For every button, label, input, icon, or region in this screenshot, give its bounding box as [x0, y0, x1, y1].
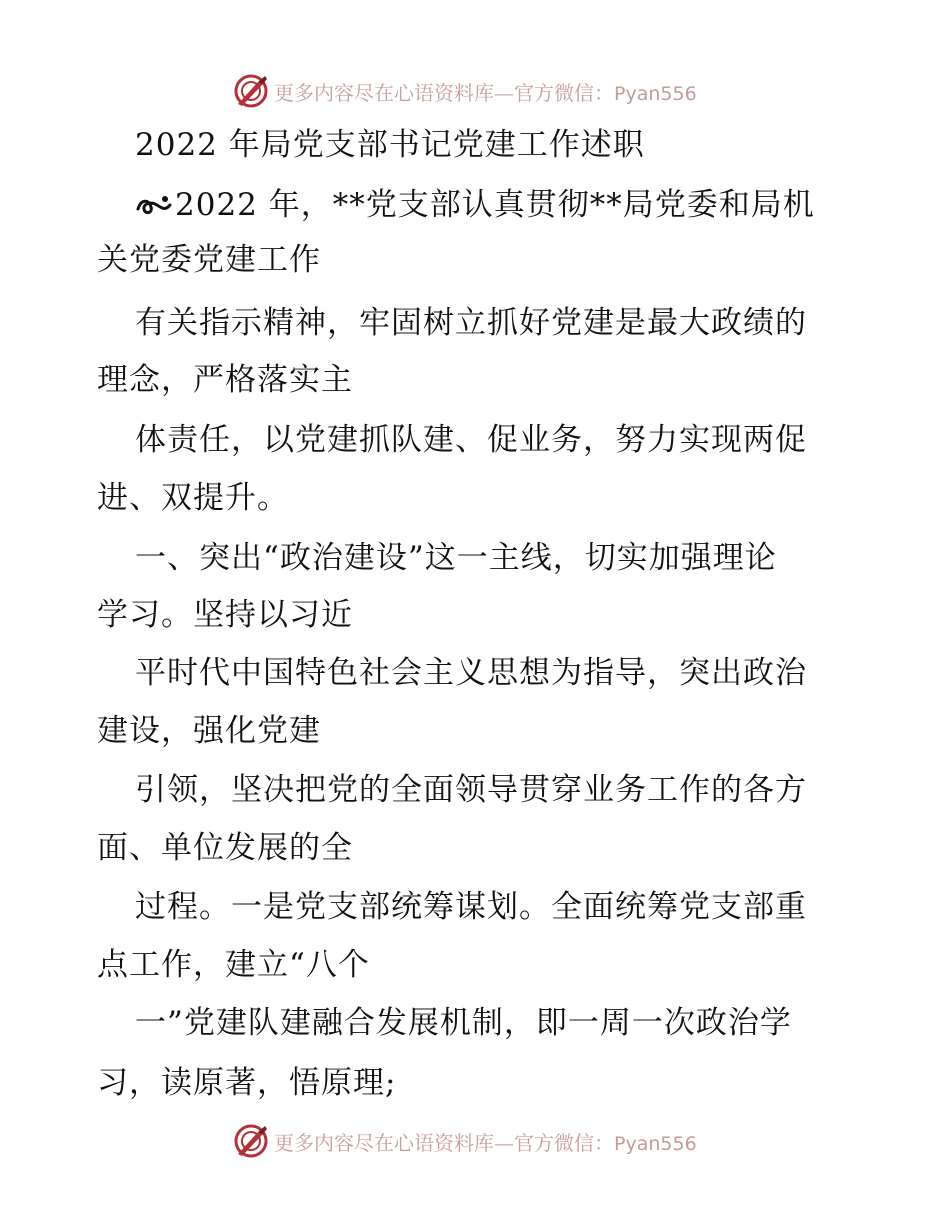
- footer-watermark: [232, 1121, 697, 1161]
- text-line: 理念，严格落实主: [97, 362, 353, 398]
- text-line: 关党委党建工作: [97, 242, 321, 278]
- pen-logo-icon: [232, 1122, 270, 1160]
- text-line: [135, 185, 815, 225]
- text-line-content: 2022 年，**党支部认真贯彻**局党委和局机: [175, 187, 815, 223]
- text-line: 过程。一是党支部统筹谋划。全面统筹党支部重: [135, 889, 807, 925]
- text-line: 面、单位发展的全: [97, 830, 353, 866]
- watermark-slogan: 更多内容尽在心语资料库: [274, 80, 494, 105]
- watermark-text: [274, 1127, 697, 1156]
- watermark-slogan: 更多内容尽在心语资料库: [274, 1130, 494, 1155]
- text-line: 有关指示精神，牢固树立抓好党建是最大政绩的: [135, 305, 807, 341]
- text-line: 体责任，以党建抓队建、促业务，努力实现两促: [135, 422, 807, 458]
- text-line: 习，读原著，悟原理;: [97, 1065, 397, 1101]
- watermark-separator: —: [494, 80, 514, 105]
- text-line: 建设，强化党建: [97, 713, 321, 749]
- text-line: 平时代中国特色社会主义思想为指导，突出政治: [135, 655, 807, 691]
- watermark-brand: Pyan556: [614, 1132, 697, 1155]
- text-line: 引领，坚决把党的全面领导贯穿业务工作的各方: [135, 772, 807, 808]
- text-line: 一、突出“政治建设”这一主线，切实加强理论: [135, 540, 777, 576]
- watermark-separator: —: [494, 1130, 514, 1155]
- watermark-label: 官方微信：: [514, 80, 614, 105]
- watermark-brand: Pyan556: [614, 82, 697, 105]
- text-line: 点工作，建立“八个: [97, 947, 370, 983]
- text-line: 进、双提升。: [97, 480, 289, 516]
- text-line: 一”党建队建融合发展机制，即一周一次政治学: [135, 1005, 792, 1041]
- decorative-flourish-icon: [135, 189, 173, 219]
- document-title: 2022 年局党支部书记党建工作述职: [135, 127, 645, 163]
- text-line: 学习。坚持以习近: [97, 597, 353, 633]
- watermark-label: 官方微信：: [514, 1130, 614, 1155]
